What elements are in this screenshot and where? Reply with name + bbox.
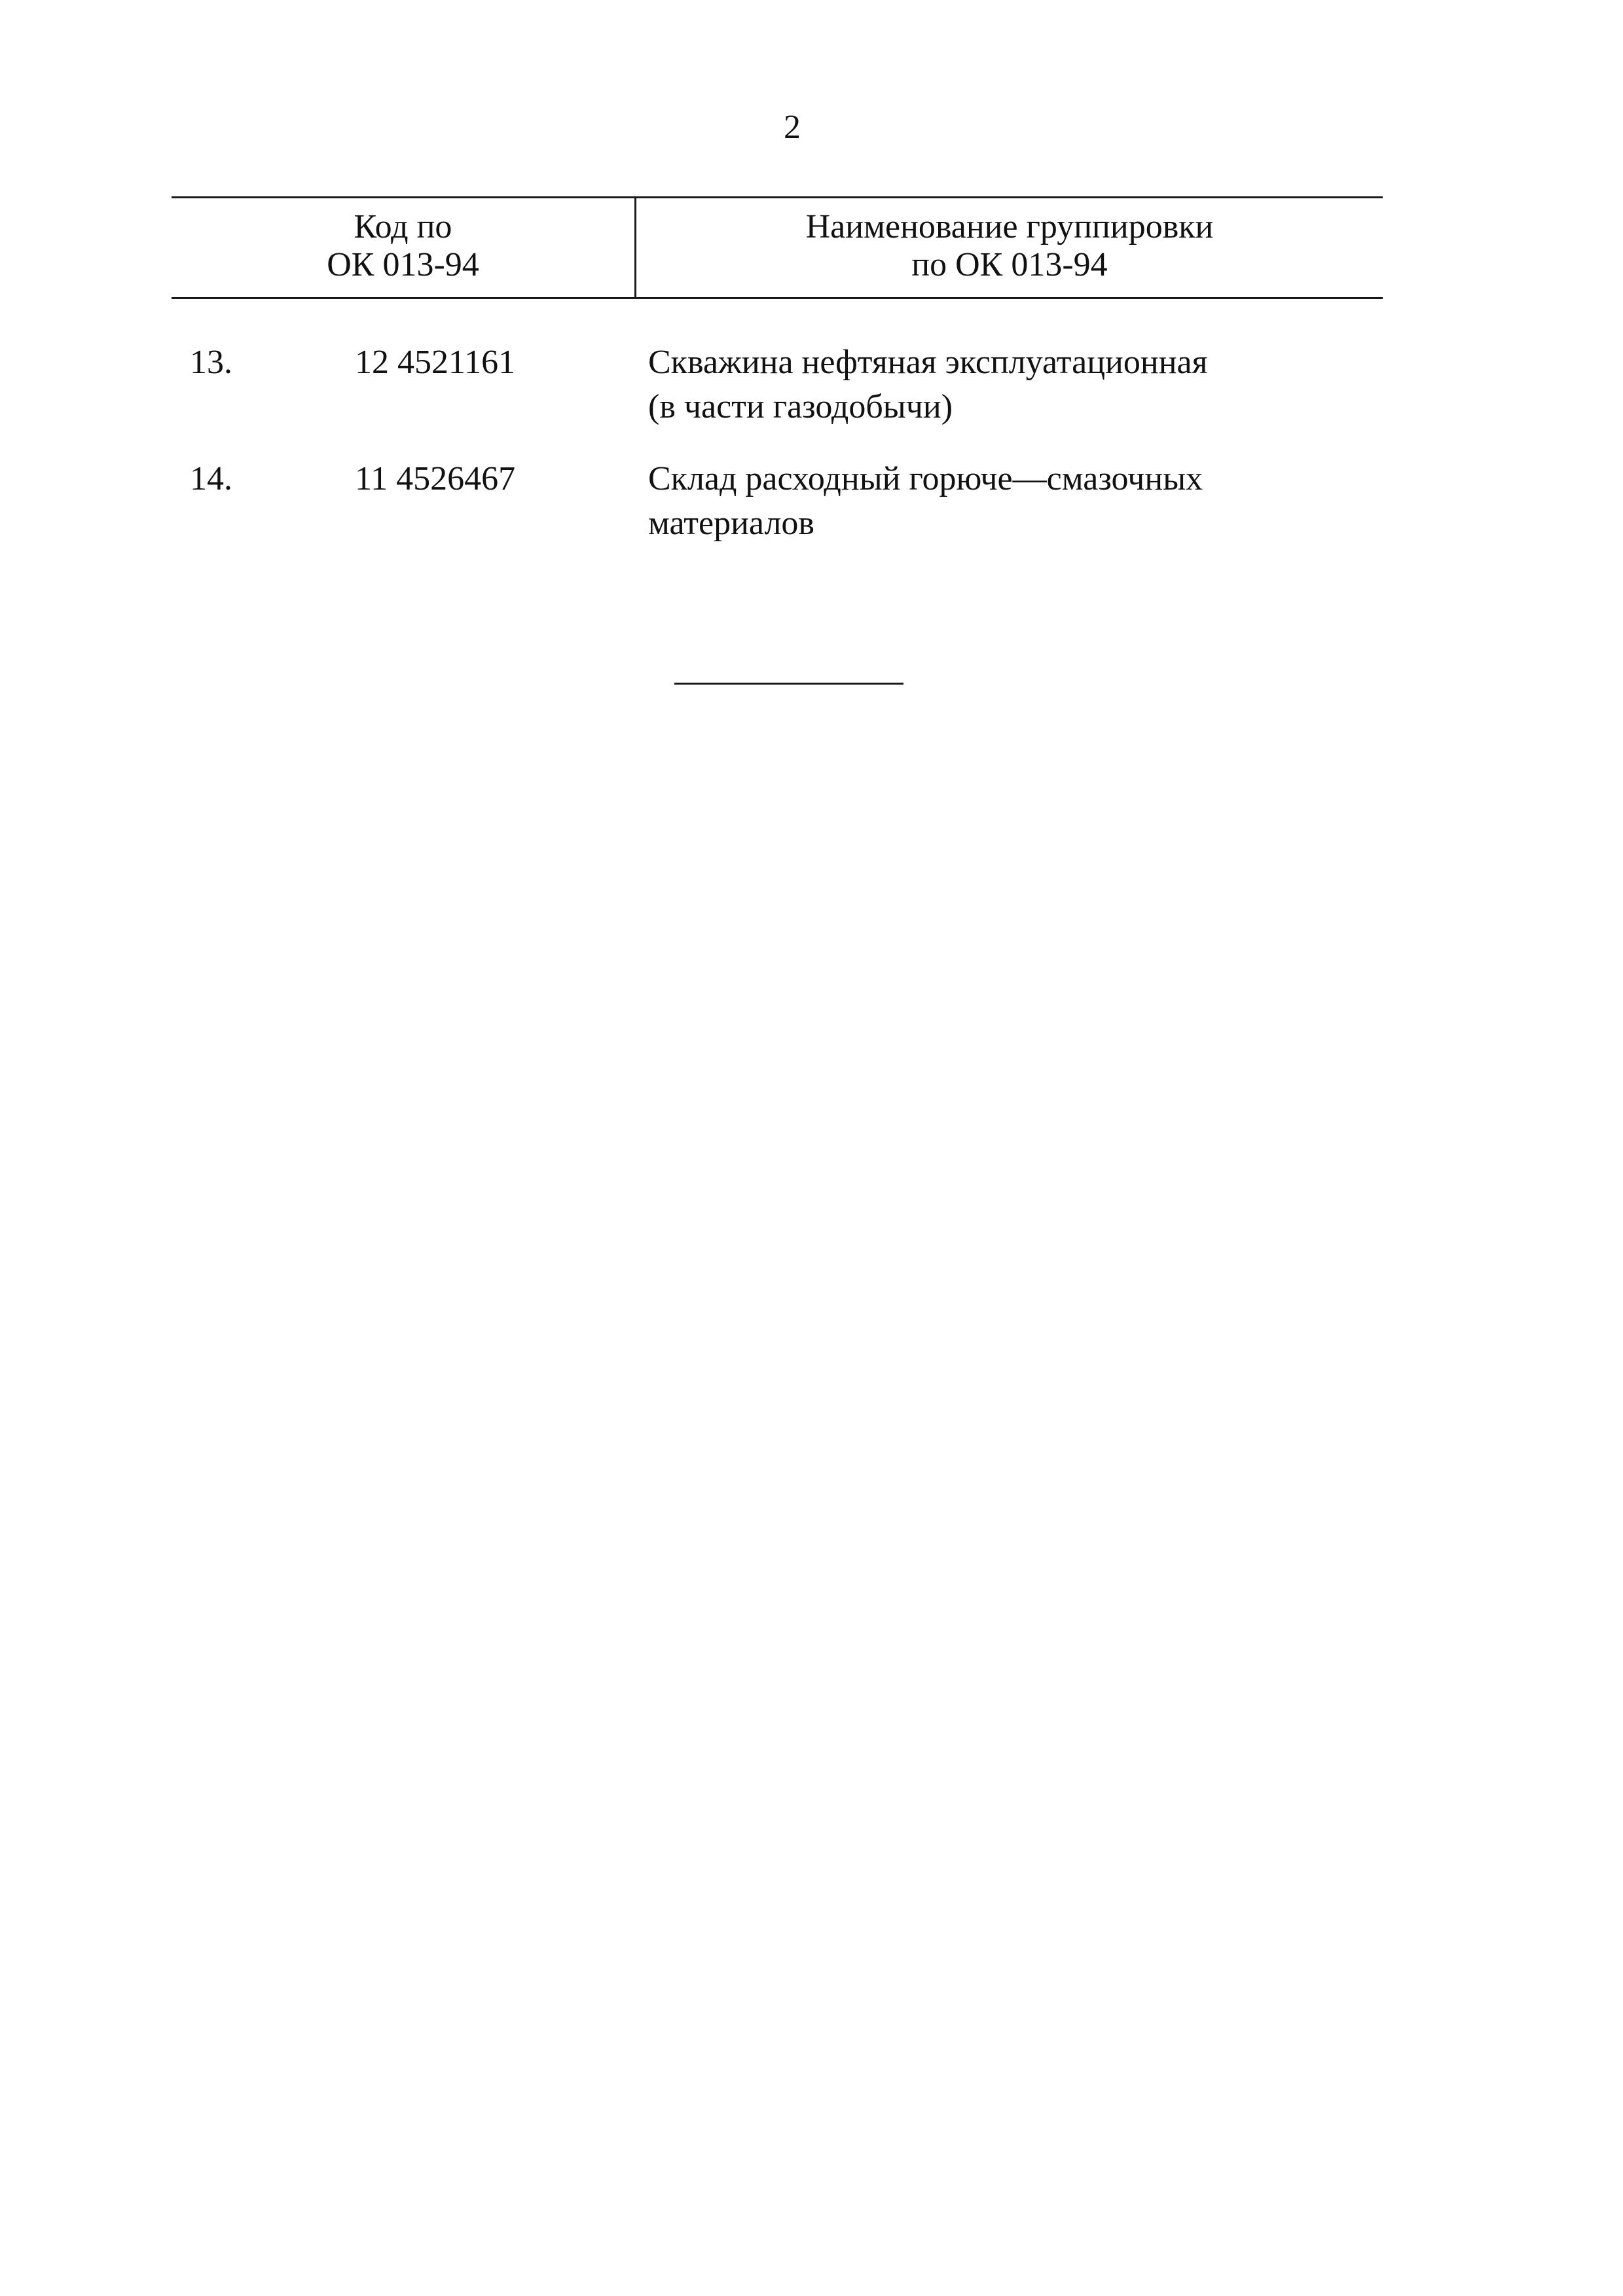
row-number: 13. xyxy=(190,344,232,381)
row-name-line1: Скважина нефтяная эксплуатационная xyxy=(648,344,1208,381)
end-of-document-rule xyxy=(674,683,903,685)
table-header-rule xyxy=(172,297,1383,299)
row-code: 11 4526467 xyxy=(355,460,516,497)
row-name-line2: (в части газодобычи) xyxy=(648,388,953,425)
table-top-rule xyxy=(172,196,1383,198)
page-number: 2 xyxy=(784,109,801,146)
column-header-code-line2: ОК 013-94 xyxy=(327,246,479,283)
row-code: 12 4521161 xyxy=(355,344,516,381)
row-name-line2: материалов xyxy=(648,505,814,542)
column-header-name-line2: по ОК 013-94 xyxy=(911,246,1108,283)
column-header-code-line1: Код по xyxy=(354,208,452,245)
row-name-line1: Склад расходный горюче—смазочных xyxy=(648,460,1203,497)
column-header-code xyxy=(172,208,634,284)
row-number: 14. xyxy=(190,460,232,497)
column-header-name-line1: Наименование группировки xyxy=(805,208,1214,245)
row-name xyxy=(648,340,1368,429)
row-name xyxy=(648,457,1368,546)
column-header-name xyxy=(636,208,1383,284)
